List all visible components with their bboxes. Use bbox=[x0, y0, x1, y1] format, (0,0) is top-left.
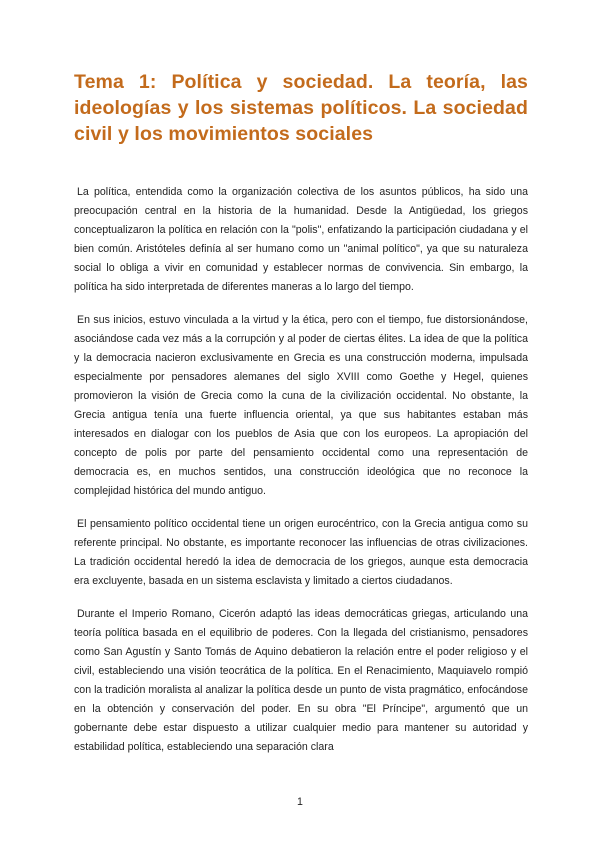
paragraph: La política, entendida como la organización colectiva de los asuntos públicos, ha sido una preocupación central en la historia de la humanidad. Desde la Antigüedad, los griegos conceptualizaron la política en relación con la "polis", enfatizando la participación ciudadana y el bien común. Aristóteles definía al ser humano como un "animal político", ya que su naturaleza social lo obliga a vivir en comunidad y establecer normas de convivencia. Sin embargo, la política ha sido interpretada de diferentes maneras a lo largo del tiempo. bbox=[74, 186, 528, 293]
paragraph: En sus inicios, estuvo vinculada a la virtud y la ética, pero con el tiempo, fue distorsionándose, asociándose cada vez más a la corrupción y al poder de ciertas élites. La idea de que la política y la democracia nacieron exclusivamente en Grecia es una construcción moderna, impulsada especialmente por pensadores alemanes del siglo XVIII como Goethe y Hegel, quienes promovieron la visión de Grecia como la cuna de la civilización occidental. No obstante, la Grecia antigua tenía una fuerte influencia oriental, ya que sus habitantes estaban más interesados en dialogar con los pueblos de Asia que con los europeos. La apropiación del concepto de polis por parte del pensamiento occidental como una representación de democracia es, en muchos sentidos, una construcción ideológica que no reconoce la complejidad histórica del mundo antiguo. bbox=[74, 314, 528, 497]
page-number: 1 bbox=[297, 796, 303, 808]
document-title: Tema 1: Política y sociedad. La teoría, las ideologías y los sistemas políticos. La sociedad civil y los movimientos sociales bbox=[74, 71, 528, 145]
paragraph: Durante el Imperio Romano, Cicerón adaptó las ideas democráticas griegas, articulando una teoría política basada en el equilibrio de poderes. Con la llegada del cristianismo, pensadores como San Agustín y Santo Tomás de Aquino debatieron la relación entre el poder religioso y el civil, estableciendo una visión teocrática de la política. En el Renacimiento, Maquiavelo rompió con la tradición moralista al analizar la política desde un punto de vista pragmático, enfocándose en la obtención y conservación del poder. En su obra "El Príncipe", argumentó que un gobernante debe estar dispuesto a utilizar cualquier medio para mantener su autoridad y estabilidad política, estableciendo una separación clara bbox=[74, 608, 528, 753]
paragraph: El pensamiento político occidental tiene un origen eurocéntrico, con la Grecia antigua como su referente principal. No obstante, es importante reconocer las influencias de otras civilizaciones. La tradición occidental heredó la idea de democracia de los griegos, aunque esta democracia era excluyente, basada en un sistema esclavista y limitado a ciertos ciudadanos. bbox=[74, 518, 528, 587]
document-body bbox=[74, 183, 528, 771]
